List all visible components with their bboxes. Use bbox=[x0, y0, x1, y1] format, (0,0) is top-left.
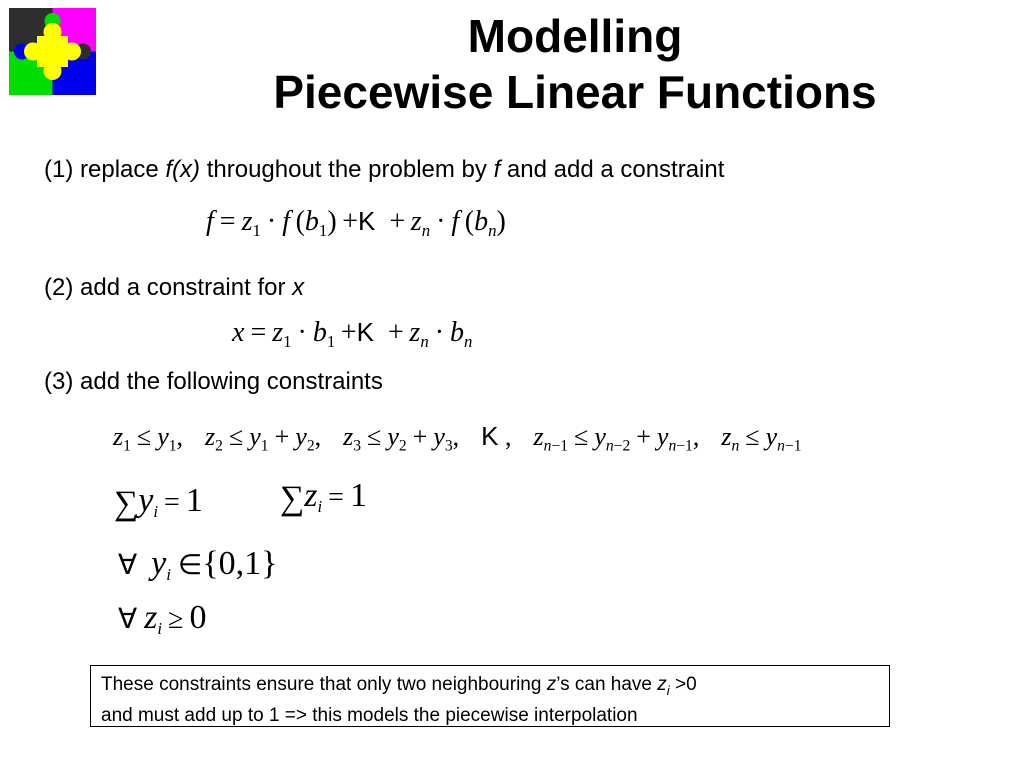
puzzle-logo-icon bbox=[9, 8, 96, 95]
step-2-prefix: (2) add a constraint for bbox=[44, 274, 293, 301]
step-2-x: x bbox=[292, 274, 305, 301]
step-1-f: f bbox=[493, 156, 501, 183]
equation-z-nonneg: ∀ $z_i \ge 0$ bbox=[118, 599, 207, 638]
explanation-z: z bbox=[546, 674, 557, 695]
equation-x-sum: $x = z_1 \cdot b_1 +K + z_n \cdot b_n$ bbox=[232, 317, 473, 351]
equation-sum-z: $\sum z_i = 1$ bbox=[280, 477, 367, 517]
step-1-text bbox=[44, 156, 724, 184]
explanation-line-1 bbox=[101, 672, 879, 703]
title-line-1: Modelling bbox=[467, 10, 683, 62]
explanation-line-1-c: >0 bbox=[669, 674, 697, 695]
explanation-zi: z bbox=[657, 674, 667, 695]
equation-sum-y: $\sum y_i = 1$ bbox=[114, 482, 203, 522]
step-1-middle: throughout the problem by bbox=[200, 156, 494, 183]
explanation-zi-sub: i bbox=[666, 682, 670, 698]
step-2-text bbox=[44, 274, 304, 302]
title-line-2: Piecewise Linear Functions bbox=[273, 66, 877, 118]
equation-f-sum: $f = z_1 \cdot f$ $(b_1) +K + z_n \cdot f$ $(b_n)$ bbox=[206, 206, 506, 240]
step-1-prefix: (1) replace bbox=[44, 156, 166, 183]
explanation-box bbox=[90, 665, 890, 727]
step-1-suffix: and add a constraint bbox=[500, 156, 725, 183]
explanation-line-1-b: ’s can have bbox=[556, 674, 658, 695]
step-1-fx: f(x) bbox=[165, 156, 201, 183]
equation-y-binary: ∀ $y_i$ ∈{0,1} bbox=[118, 545, 278, 584]
page-title bbox=[150, 8, 1000, 120]
equation-z-constraints: $z_1 \le y_1$, $z_2 \le y_1 + y_2$, $z_3 \le y_2 + y_3$, K , $z_{n-1} \le y_{n-2} + y_{n-1}$, $z_n \le y_{n-1}$ bbox=[113, 421, 802, 455]
explanation-line-2: and must add up to 1 => this models the piecewise interpolation bbox=[101, 704, 638, 726]
step-3-text: (3) add the following constraints bbox=[44, 368, 383, 395]
explanation-line-1-a: These constraints ensure that only two neighbouring bbox=[101, 674, 547, 695]
